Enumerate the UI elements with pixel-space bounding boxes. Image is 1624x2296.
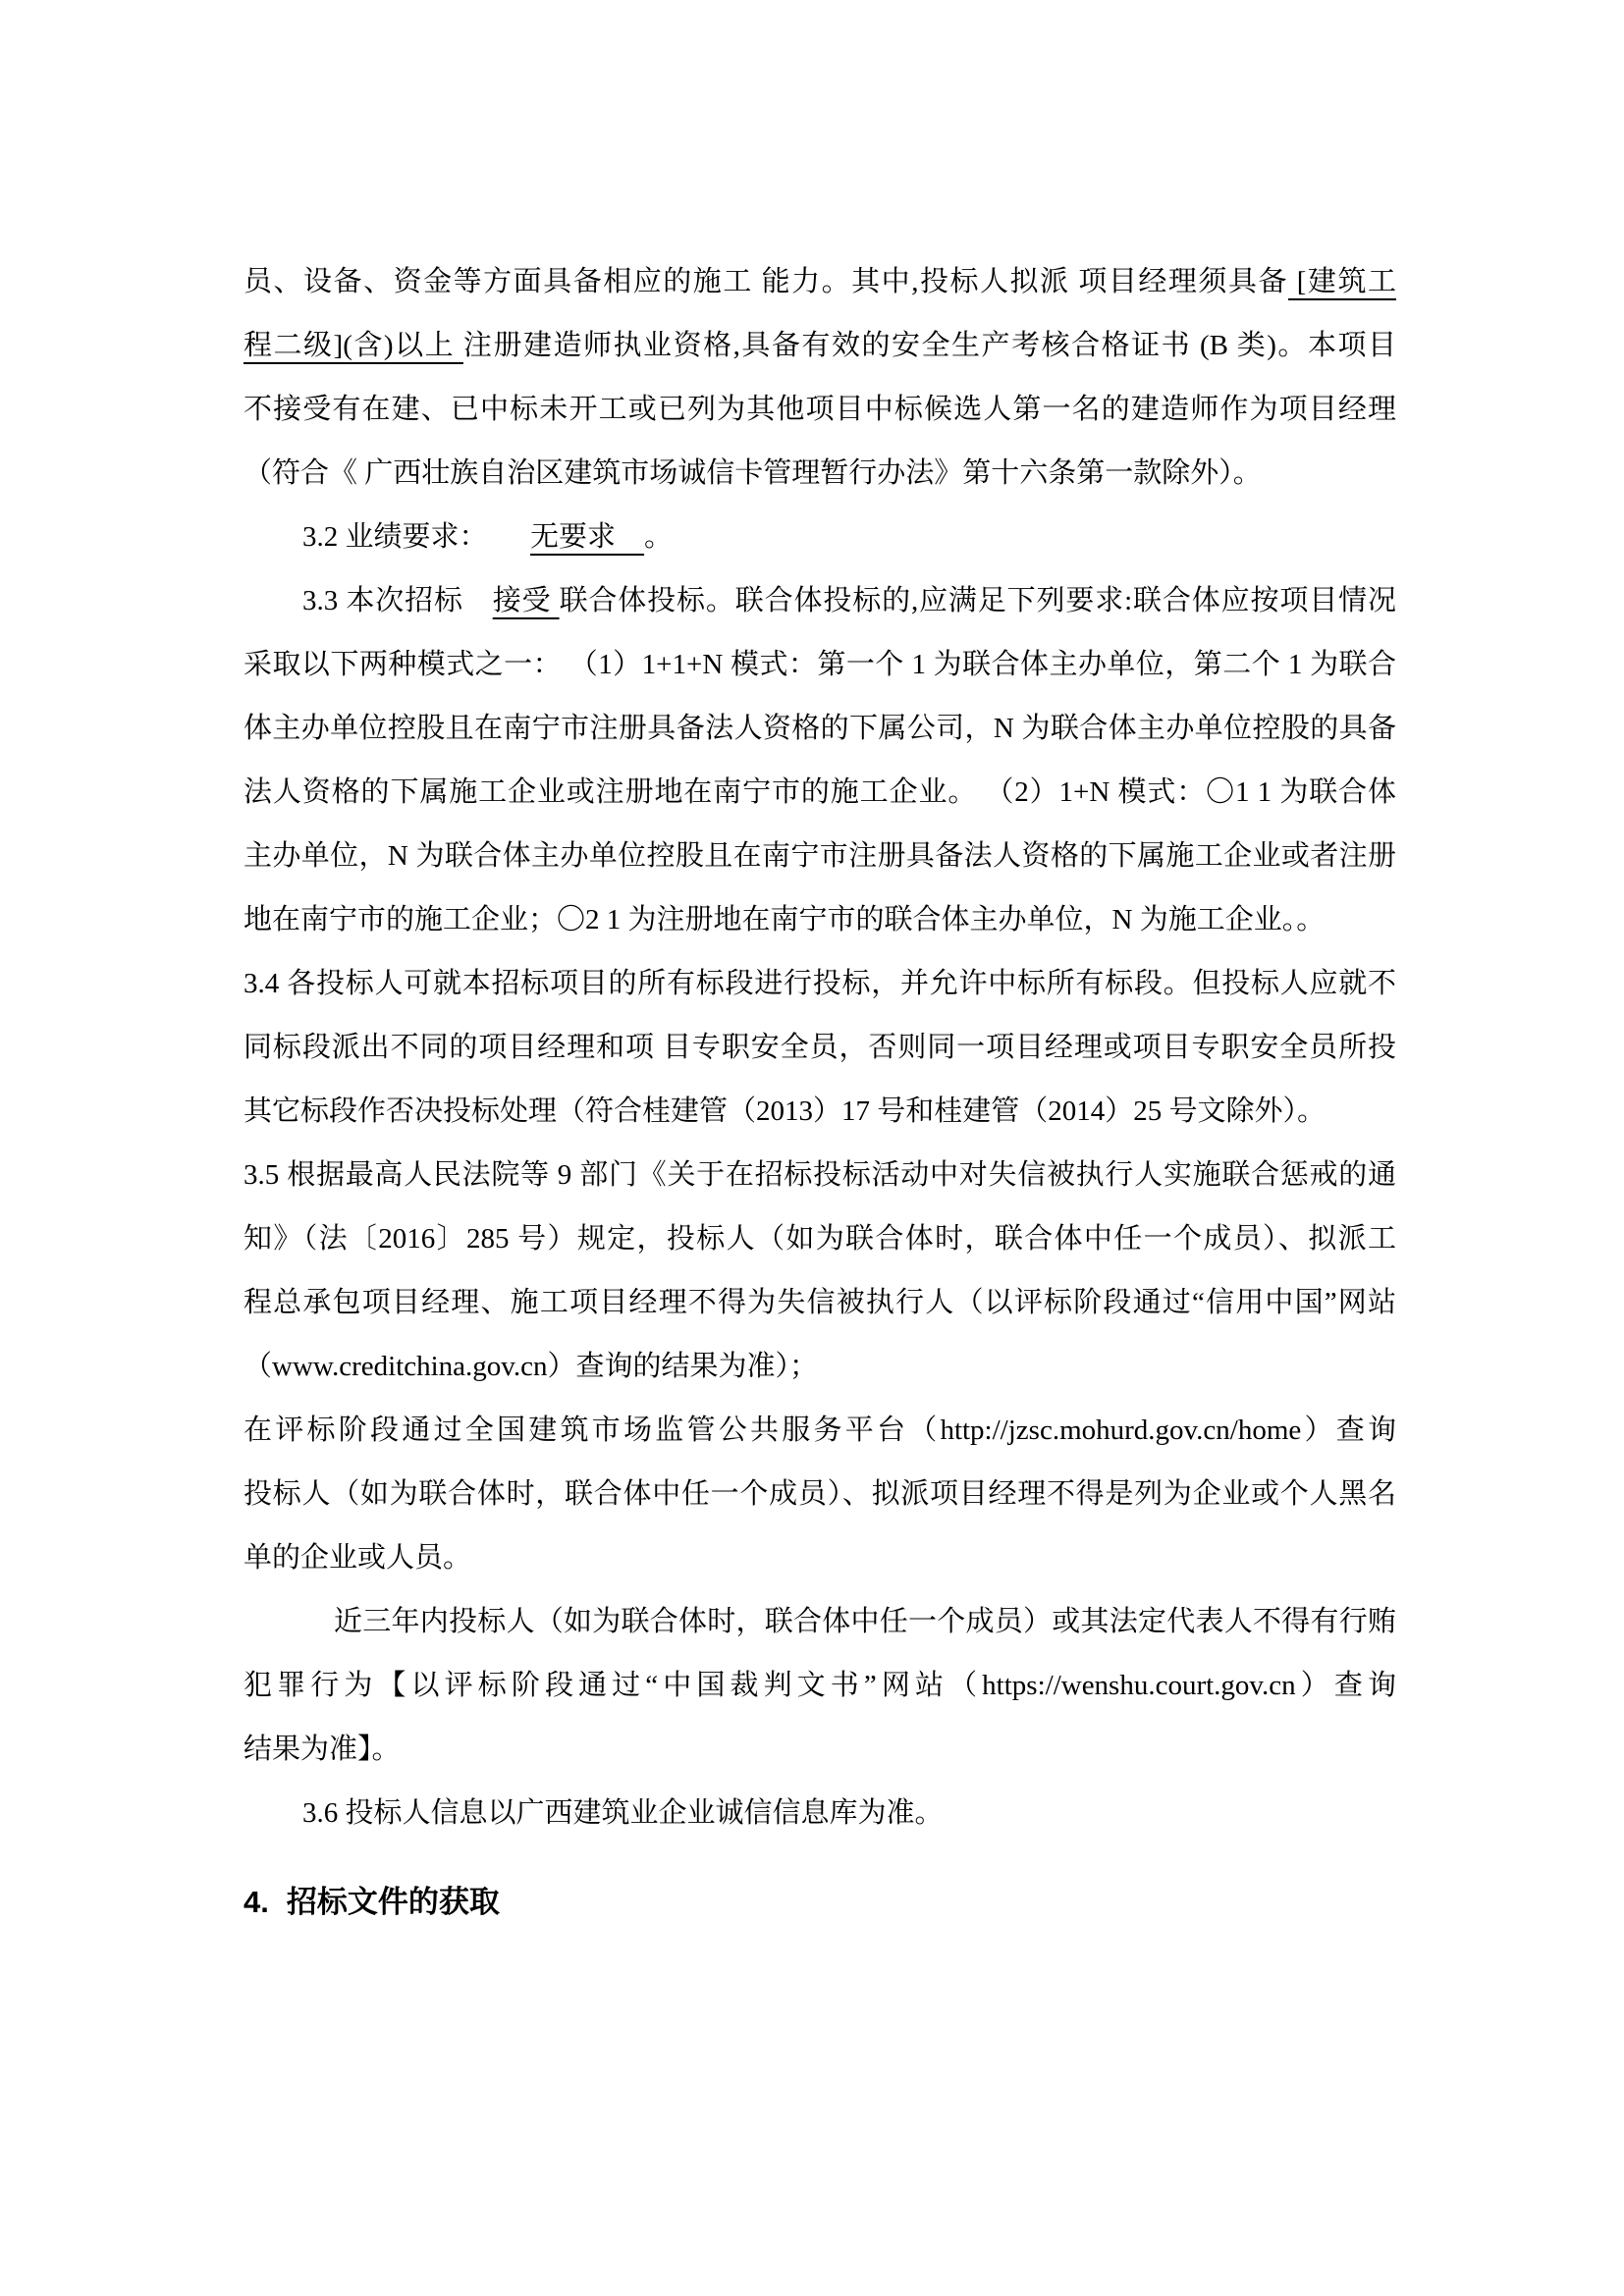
para-3-2	[244, 506, 1396, 569]
text-segment: 体主办单位控股且在南宁市注册具备法人资格的下属公司，N 为联合体主办单位控股的具备	[244, 713, 1396, 744]
text-line	[302, 506, 1396, 569]
text-line	[244, 1144, 1396, 1207]
text-segment: 法人资格的下属施工企业或注册地在南宁市的施工企业。 （2）1+N 模式：〇1 1 为联合体	[244, 776, 1396, 808]
text-line	[302, 1782, 1396, 1845]
text-segment: 3.6 投标人信息以广西建筑业企业诚信信息库为准。	[302, 1797, 944, 1829]
para-3-4	[244, 952, 1396, 1144]
text-segment: 知》（法〔2016〕285 号）规定，投标人（如为联合体时，联合体中任一个成员）、拟派工	[244, 1223, 1396, 1255]
text-line	[244, 1654, 1396, 1718]
text-line	[244, 314, 1396, 378]
para-bribery-record	[244, 1590, 1396, 1782]
text-segment: 同标段派出不同的项目经理和项 目专职安全员，否则同一项目经理或项目专职安全员所投	[244, 1032, 1396, 1063]
section-heading-4	[244, 1870, 1396, 1934]
text-line	[244, 1271, 1396, 1335]
text-line	[244, 1399, 1396, 1463]
text-line	[244, 1080, 1396, 1144]
text-line	[244, 250, 1396, 314]
section-heading-number: 4.	[244, 1885, 269, 1919]
text-segment: 犯罪行为【以评标阶段通过“中国裁判文书”网站（https://wenshu.court.gov.cn）查询	[244, 1670, 1396, 1701]
text-line	[244, 1016, 1396, 1080]
underlined-text: 程二级](含)以上	[244, 330, 463, 361]
underlined-text: 接受	[492, 585, 560, 616]
text-segment: 采取以下两种模式之一： （1）1+1+N 模式：第一个 1 为联合体主办单位，第二个 1 为联合	[244, 649, 1396, 680]
text-segment: 不接受有在建、已中标未开工或已列为其他项目中标候选人第一名的建造师作为项目经理	[244, 394, 1396, 425]
text-line	[244, 1718, 1396, 1782]
text-segment: 3.2 业绩要求：	[302, 521, 531, 553]
text-segment: 近三年内投标人（如为联合体时，联合体中任一个成员）或其法定代表人不得有行贿	[334, 1606, 1396, 1637]
text-segment: 在评标阶段通过全国建筑市场监管公共服务平台（http://jzsc.mohurd.gov.cn/home）查询	[244, 1415, 1396, 1446]
text-segment: 单的企业或人员。	[244, 1542, 472, 1574]
para-3-1-continuation	[244, 250, 1396, 506]
text-line	[244, 1335, 1396, 1399]
text-segment: （www.creditchina.gov.cn）查询的结果为准）；	[244, 1351, 818, 1382]
text-line	[244, 761, 1396, 825]
text-segment: 地在南宁市的施工企业；〇2 1 为注册地在南宁市的联合体主办单位，N 为施工企业。。	[244, 904, 1326, 935]
text-segment: 程总承包项目经理、施工项目经理不得为失信被执行人（以评标阶段通过“信用中国”网站	[244, 1287, 1396, 1318]
text-segment: 注册建造师执业资格,具备有效的安全生产考核合格证书 (B 类)。本项目	[462, 330, 1396, 361]
underlined-text: 无要求	[530, 521, 645, 553]
text-line	[244, 1463, 1396, 1526]
text-segment: 联合体投标。联合体投标的,应满足下列要求:联合体应按项目情况	[559, 585, 1396, 616]
text-segment: 。	[644, 521, 674, 553]
text-line	[244, 633, 1396, 697]
text-segment: 投标人（如为联合体时，联合体中任一个成员）、拟派项目经理不得是列为企业或个人黑名	[244, 1478, 1396, 1510]
para-3-6	[244, 1782, 1396, 1845]
text-line	[244, 1526, 1396, 1590]
document-body	[244, 250, 1396, 1845]
text-line	[334, 1590, 1396, 1654]
text-line	[244, 1207, 1396, 1271]
text-segment: 其它标段作否决投标处理（符合桂建管（2013）17 号和桂建管（2014）25 号文除外）。	[244, 1095, 1326, 1127]
text-segment: 主办单位，N 为联合体主办单位控股且在南宁市注册具备法人资格的下属施工企业或者注册	[244, 840, 1396, 872]
text-line	[302, 569, 1396, 633]
text-segment: 3.3 本次招标	[302, 585, 493, 616]
text-segment: 员、设备、资金等方面具备相应的施工 能力。其中,投标人拟派 项目经理须具备	[244, 266, 1288, 297]
para-3-3	[244, 569, 1396, 952]
text-segment: 结果为准】。	[244, 1734, 401, 1765]
text-line	[244, 378, 1396, 442]
text-line	[244, 825, 1396, 888]
text-segment: （符合《 广西壮族自治区建筑市场诚信卡管理暂行办法》第十六条第一款除外）。	[244, 457, 1262, 489]
text-line	[244, 888, 1396, 952]
section-heading-text: 招标文件的获取	[286, 1885, 500, 1919]
text-segment: 3.4 各投标人可就本招标项目的所有标段进行投标，并允许中标所有标段。但投标人应就不	[244, 968, 1396, 999]
text-line	[244, 442, 1396, 506]
text-line	[244, 952, 1396, 1016]
para-platform-check	[244, 1399, 1396, 1590]
text-segment: 3.5 根据最高人民法院等 9 部门《关于在招标投标活动中对失信被执行人实施联合惩戒的通	[244, 1159, 1396, 1191]
text-line	[244, 697, 1396, 761]
underlined-text: [建筑工	[1287, 266, 1396, 297]
para-3-5	[244, 1144, 1396, 1399]
